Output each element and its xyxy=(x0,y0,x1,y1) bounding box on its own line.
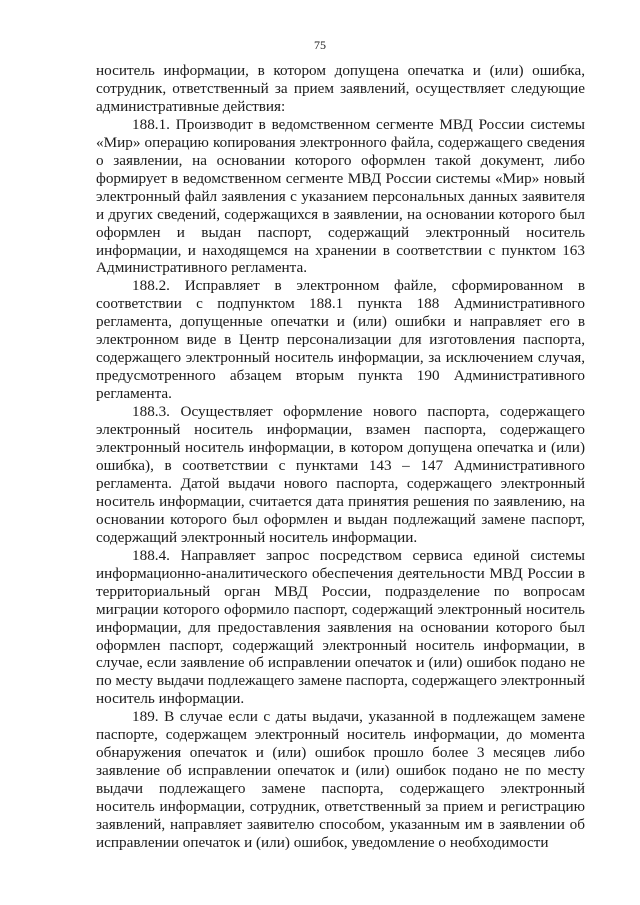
document-body xyxy=(96,62,585,852)
paragraph-189: 189. В случае если с даты выдачи, указанной в подлежащем замене паспорте, содержащем электронный носитель информации, до момента обнаружения опечаток и (или) ошибок прошло более 3 месяцев либо заявление об исправлении опечаток и (или) ошибок подано не по месту выдачи подлежащего замене паспорта, содержащего электронный носитель информации, сотрудник, ответственный за прием и регистрацию заявлений, направляет заявителю способом, указанным им в заявлении об исправлении опечаток и (или) ошибок, уведомление о необходимости xyxy=(96,708,585,851)
paragraph-188-3: 188.3. Осуществляет оформление нового паспорта, содержащего электронный носитель информации, взамен паспорта, содержащего электронный носитель информации, в котором допущена опечатка и (или) ошибка), в соответствии с пунктами 143 – 147 Административного регламента. Датой выдачи нового паспорта, содержащего электронный носитель информации, считается дата принятия решения по заявлению, на основании которого был оформлен и выдан подлежащий замене паспорт, содержащий электронный носитель информации. xyxy=(96,403,585,546)
paragraph-188-4: 188.4. Направляет запрос посредством сервиса единой системы информационно-аналитического обеспечения деятельности МВД России в территориальный орган МВД России, подразделение по вопросам миграции которого оформило паспорт, содержащий электронный носитель информации, для предоставления заявления на основании которого был оформлен паспорт, содержащий электронный носитель информации, в случае, если заявление об исправлении опечаток и (или) ошибок подано не по месту выдачи подлежащего замене паспорта, содержащего электронный носитель информации. xyxy=(96,546,585,708)
page-number: 75 xyxy=(314,38,326,52)
paragraph-188-2: 188.2. Исправляет в электронном файле, сформированном в соответствии с подпунктом 188.1 пункта 188 Административного регламента, допущенные опечатки и (или) ошибки и направляет его в электронном виде в Центр персонализации для изготовления паспорта, содержащего электронный носитель информации, за исключением случая, предусмотренного абзацем вторым пункта 190 Административного регламента. xyxy=(96,277,585,403)
paragraph-188-1: 188.1. Производит в ведомственном сегменте МВД России системы «Мир» операцию копирования электронного файла, содержащего сведения о заявлении, на основании которого оформлен такой документ, либо формирует в ведомственном сегменте МВД России системы «Мир» новый электронный файл заявления с указанием персональных данных заявителя и других сведений, содержащихся в заявлении, на основании которого был оформлен и выдан паспорт, содержащий электронный носитель информации, и находящемся на хранении в соответствии с пунктом 163 Административного регламента. xyxy=(96,115,585,277)
paragraph-continuation: носитель информации, в котором допущена опечатка и (или) ошибка, сотрудник, ответственный за прием заявлений, осуществляет следующие административные действия: xyxy=(96,62,585,115)
